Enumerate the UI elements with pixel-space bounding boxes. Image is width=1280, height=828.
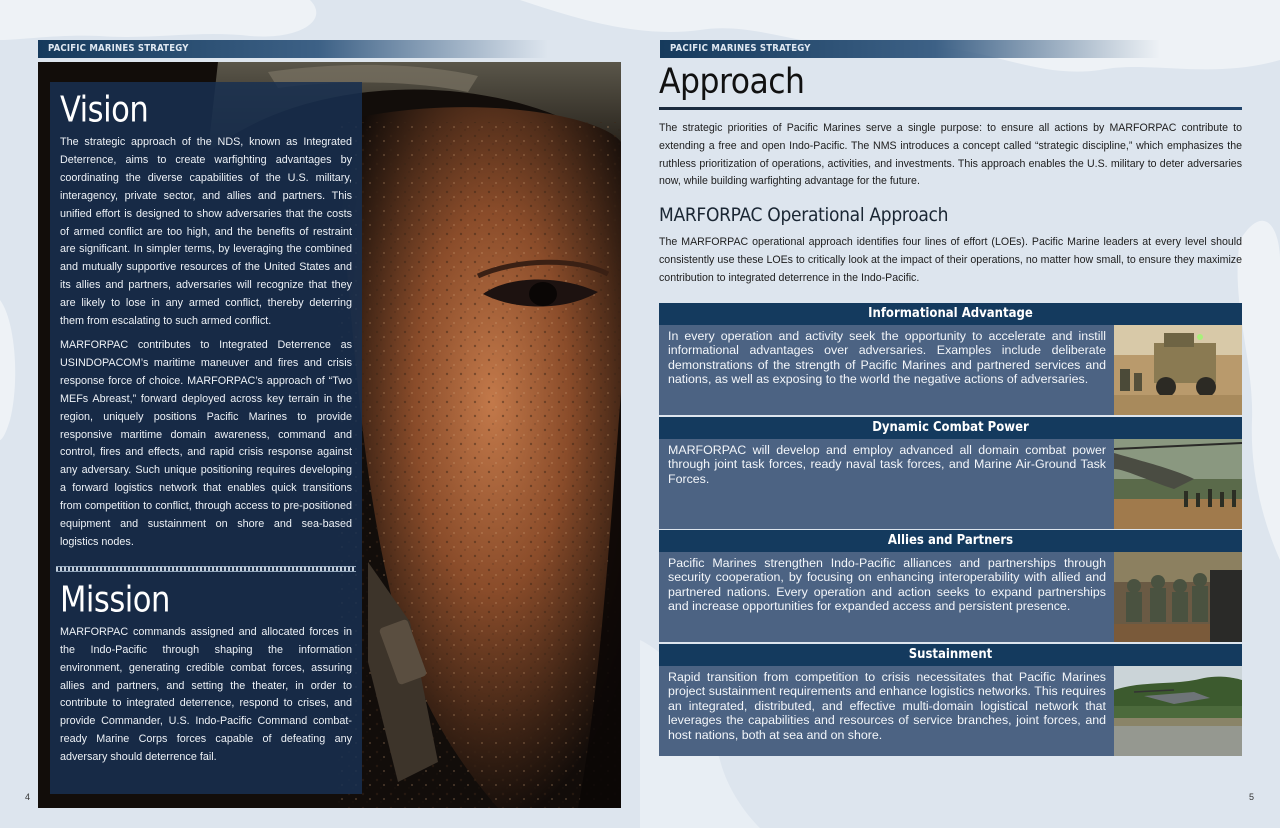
loe-text: Rapid transition from competition to crisis necessitates that Pacific Marines project sustainment requirements and enhance logistics networks. This requires an integrated, distributed, and effective multi-domain logistical network that leverages the capabilities and resources of service branches, joint forces, and host nations, both at sea and on shore. bbox=[659, 666, 1114, 756]
running-header-right-label: PACIFIC MARINES STRATEGY bbox=[670, 43, 811, 54]
loe-text: Pacific Marines strengthen Indo-Pacific alliances and partnerships through security cooperation, by focusing on enhancing interoperability with allied and partnered nations. Every operation and action seeks to expand partnerships and increase opportunities for expanded access and persistent presence. bbox=[659, 552, 1114, 642]
troops-photo bbox=[1114, 552, 1242, 642]
loe-allies-and-partners bbox=[659, 530, 1242, 642]
aircraft-landing-photo bbox=[1114, 666, 1242, 756]
intro-paragraph: The strategic priorities of Pacific Marines serve a single purpose: to ensure all actions by MARFORPAC contribute to extending a free and open Indo-Pacific. The NMS introduces a concept called “strategic discipline,” which emphasizes the ruthless prioritization of operations, activities, and investments. This approach enables the U.S. military to deter adversaries now, while building warfighting advantage for the future. bbox=[659, 122, 1242, 188]
running-header-left bbox=[38, 40, 548, 58]
vision-paragraph-2: MARFORPAC contributes to Integrated Deterrence as USINDOPACOM’s maritime maneuver and fires and crisis response force of choice. MARFORPAC’s approach of “Two MEFs Abreast,” forward deployed across key terrain in the region, uniquely positions Pacific Marines to provide responsive maritime domain awareness, command and control, fires and effects, and rapid crisis response against any adversary. Such unique positioning requires developing a forward logistics network that enables quick transitions from competition to conflict, through access to pre-positioned equipment and sustainment on shore and sea-based logistics nodes. bbox=[60, 338, 352, 548]
sub-intro-paragraph: The MARFORPAC operational approach identifies four lines of effort (LOEs). Pacific Marine leaders at every level should consistently use these LOEs to critically look at the impact of their operations, no matter how small, to ensure they maximize contribution to integrated deterrence in the Indo-Pacific. bbox=[659, 236, 1242, 284]
loe-sustainment bbox=[659, 644, 1242, 756]
vision-paragraph-1: The strategic approach of the NDS, known as Integrated Deterrence, aims to create warfighting advantages by coordinating the diverse capabilities of the U.S. military, interagency, private sector, and allies and partners. This unified effort is designed to show adversaries that the costs of armed conflict are too high, and the benefits of restraint are significant. In simpler terms, by leveraging the combined and mutually supportive resources of the United States and its allies and partners, adversaries will recognize that they are likely to lose in any armed conflict, thereby deterring them from escalating to such armed conflict. bbox=[60, 136, 352, 328]
section-subtitle: MARFORPAC Operational Approach bbox=[659, 204, 949, 226]
mission-title: Mission bbox=[60, 578, 170, 621]
loe-text: In every operation and activity seek the opportunity to accelerate and instill informational advantages over adversaries. Examples include deliberate demonstrations of the strength of Pacific Marines and partnered services and nations, as well as exposing to the world the negative actions of adversaries. bbox=[659, 325, 1114, 415]
running-header-left-label: PACIFIC MARINES STRATEGY bbox=[48, 43, 189, 54]
vision-mission-panel bbox=[50, 82, 362, 794]
loe-title: Dynamic Combat Power bbox=[659, 417, 1242, 439]
page-number-right: 5 bbox=[1249, 792, 1255, 802]
loe-title: Informational Advantage bbox=[659, 303, 1242, 325]
helicopter-photo bbox=[1114, 439, 1242, 529]
title-rule bbox=[659, 107, 1242, 110]
page-number-left: 4 bbox=[25, 792, 31, 802]
section-divider bbox=[56, 566, 356, 572]
loe-text: MARFORPAC will develop and employ advanced all domain combat power through joint task forces, ready naval task forces, and Marine Air-Ground Task Forces. bbox=[659, 439, 1114, 529]
vehicle-photo bbox=[1114, 325, 1242, 415]
loe-dynamic-combat-power bbox=[659, 417, 1242, 529]
loe-title: Allies and Partners bbox=[659, 530, 1242, 552]
mission-paragraph: MARFORPAC commands assigned and allocated forces in the Indo-Pacific through shaping the information environment, generating credible combat forces, assuring allies and partners, and setting the theater, in order to contribute to integrated deterrence, respond to crises, and provide Commander, U.S. Indo-Pacific Command combat-ready Marine Corps forces capable of defeating any adversary should deterrence fail. bbox=[60, 625, 352, 764]
loe-title: Sustainment bbox=[659, 644, 1242, 666]
running-header-right bbox=[660, 40, 1160, 58]
page-title: Approach bbox=[659, 62, 805, 102]
vision-title: Vision bbox=[60, 89, 149, 131]
loe-informational-advantage bbox=[659, 303, 1242, 415]
